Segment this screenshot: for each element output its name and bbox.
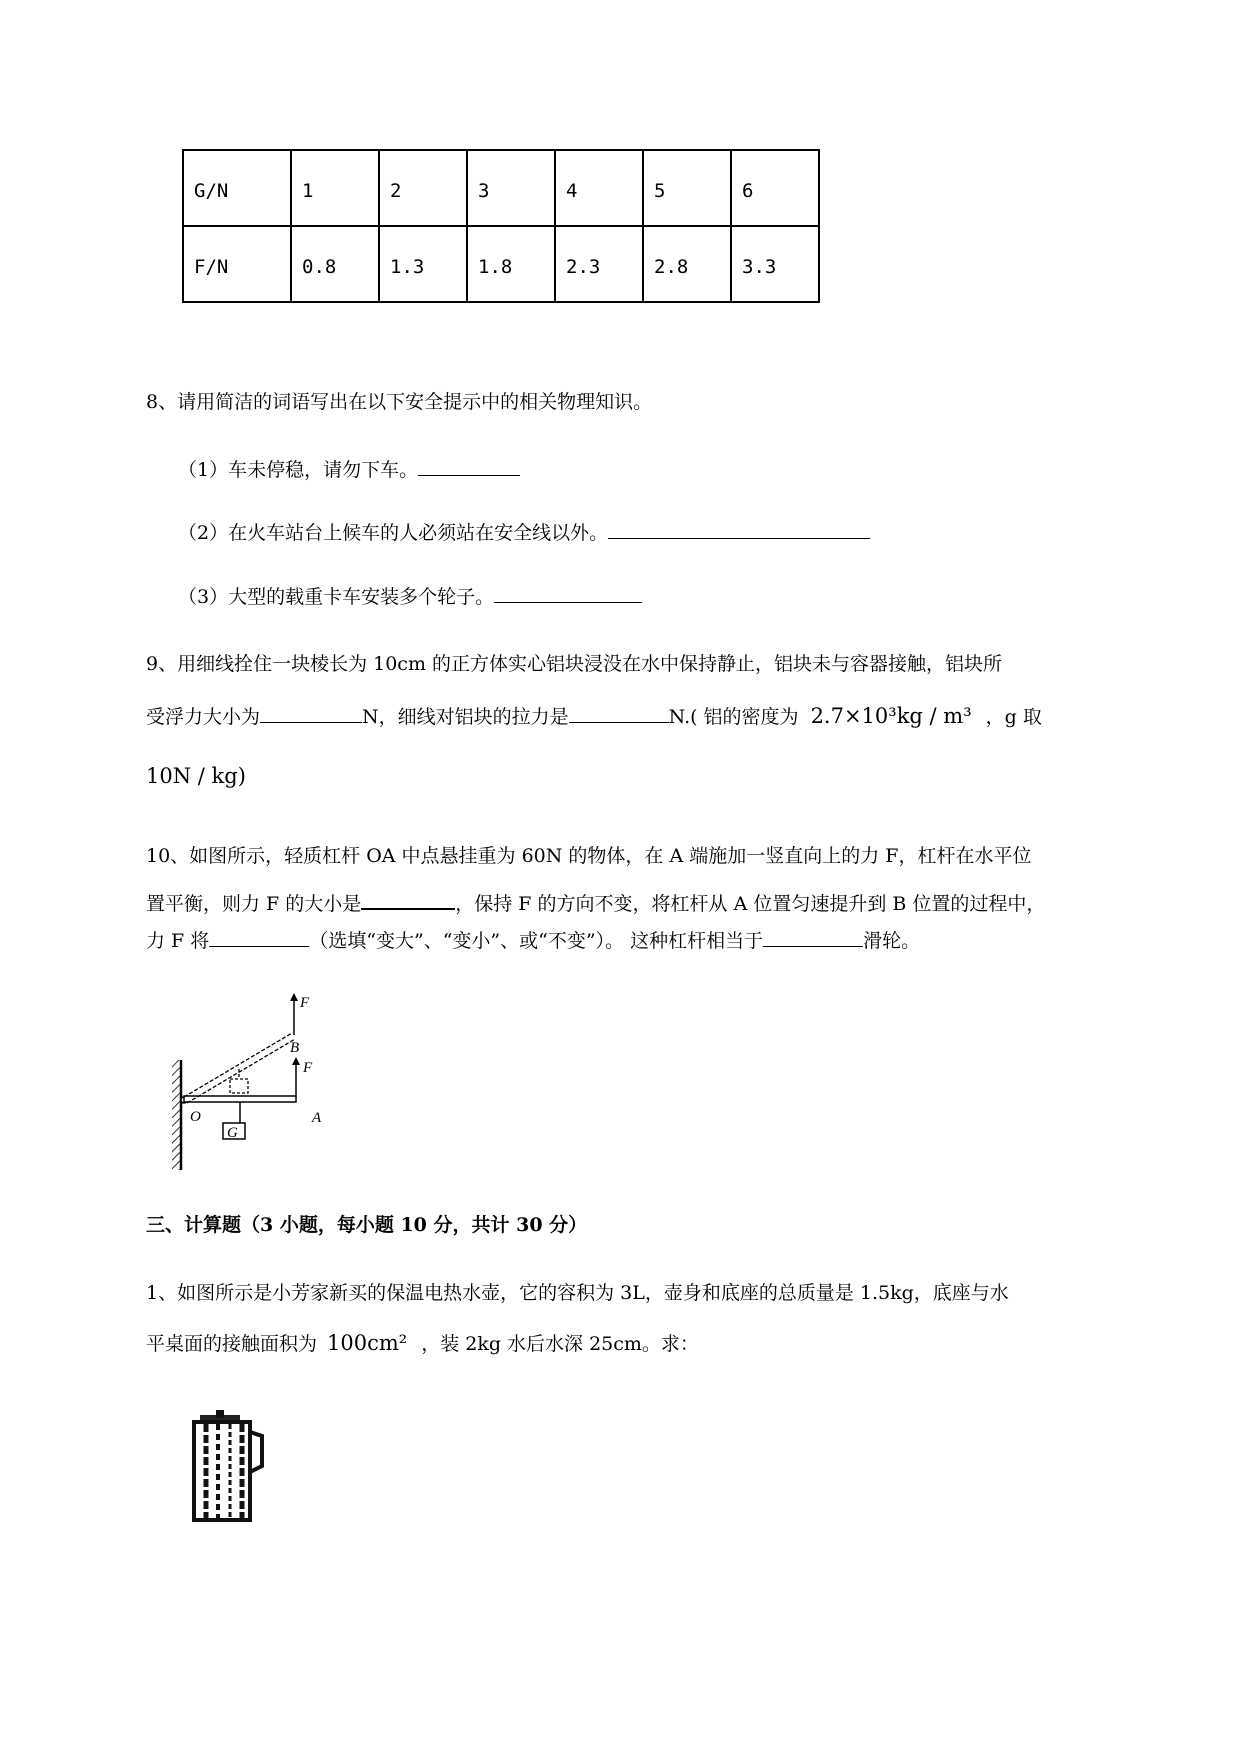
table-cell: 3.3 [731,226,819,302]
q8-part1 [178,457,520,482]
lever-diagram [160,985,360,1175]
table-row [183,150,819,226]
table-cell: 2 [379,150,467,226]
table-cell: 4 [555,150,643,226]
kettle-image [188,1410,268,1525]
q10-text: ，保持 F 的方向不变，将杠杆从 A 位置匀速提升到 B 位置的过程中， [455,893,1046,915]
c1-text: ，装 2kg 水后水深 25cm。求： [421,1333,699,1355]
q10-line3 [146,928,920,953]
q8-part1-text: （1）车未停稳，请勿下车。 [178,459,419,481]
block-dashed [230,1079,248,1093]
lever-raised [184,1033,292,1097]
q10-line2 [146,890,1045,916]
arrow-head [292,1057,300,1065]
q10-text: 滑轮。 [863,930,921,952]
c1-line1: 1、如图所示是小芳家新买的保温电热水壶，它的容积为 3L，壶身和底座的总质量是 1.5kg，底座与水 [146,1282,1009,1304]
q10-text: 力 F 将 [146,930,210,952]
table-cell: 1 [291,150,379,226]
answer-blank[interactable] [494,584,642,603]
table-cell: 6 [731,150,819,226]
q9-line1: 9、用细线拴住一块棱长为 10cm 的正方体实心铝块浸没在水中保持静止，铝块未与容器接触，铝块所 [146,653,1003,675]
table-cell: G/N [183,150,291,226]
q9-text: N.( 铝的密度为 [668,706,799,728]
q8-part2 [178,520,870,545]
answer-blank[interactable] [569,704,669,723]
data-table [182,149,820,303]
q9-text: N，细线对铝块的拉力是 [362,706,569,728]
lever-raised [187,1039,295,1103]
table-cell: 0.8 [291,226,379,302]
table-cell: 2.8 [643,226,731,302]
answer-blank[interactable] [763,928,863,947]
q8-stem: 8、请用简洁的词语写出在以下安全提示中的相关物理知识。 [146,391,653,413]
table-cell: 1.8 [467,226,555,302]
label-b: B [290,1040,300,1056]
q8-part2-text: （2）在火车站台上候车的人必须站在安全线以外。 [178,522,609,544]
table-cell: 3 [467,150,555,226]
table-row [183,226,819,302]
label-o: O [190,1109,201,1125]
q8-part3-text: （3）大型的载重卡车安装多个轮子。 [178,586,495,608]
section-title: 三、计算题（3 小题，每小题 10 分，共计 30 分） [146,1214,588,1236]
c1-text: 平桌面的接触面积为 [146,1333,318,1355]
table-cell: F/N [183,226,291,302]
label-g: G [227,1125,238,1141]
q10-text: 置平衡，则力 F 的大小是 [146,893,362,915]
answer-blank[interactable] [418,457,520,476]
kettle-knob [216,1410,224,1418]
table-cell: 5 [643,150,731,226]
density-formula: 2.7×10³kg / m³ [810,704,972,728]
arrow-head [290,993,298,1001]
q10-text: （选填“变大”、“变小”、或“不变”）。 这种杠杆相当于 [309,930,764,952]
lever-horizontal [184,1096,296,1102]
area-formula: 100cm² [327,1331,408,1355]
q8-part3 [178,584,642,609]
q10-line1: 10、如图所示，轻质杠杆 OA 中点悬挂重为 60N 的物体，在 A 端施加一竖直向上的力 F，杠杆在水平位 [146,845,1032,867]
answer-blank[interactable] [608,520,870,539]
label-f-top: F [300,995,310,1011]
answer-blank[interactable] [260,704,362,723]
answer-blank[interactable] [209,928,309,947]
q9-text: ，g 取 [985,706,1042,728]
label-a: A [312,1110,322,1126]
table-cell: 2.3 [555,226,643,302]
q9-line2 [146,704,1042,729]
table-cell: 1.3 [379,226,467,302]
answer-blank[interactable] [361,890,455,910]
label-f-right: F [303,1060,313,1076]
wall [172,1060,181,1170]
q9-line3: 10N / kg) [146,764,246,788]
q9-text: 受浮力大小为 [146,706,261,728]
c1-line2 [146,1331,699,1356]
